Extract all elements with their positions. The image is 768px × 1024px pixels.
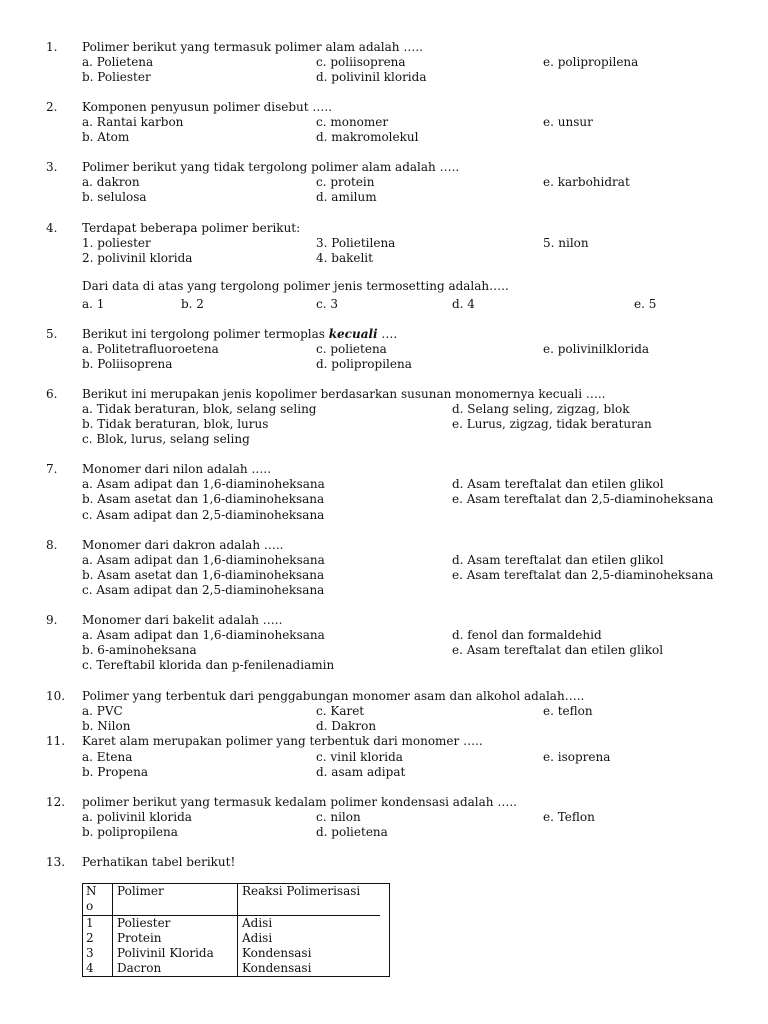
option-a: a. Etena <box>82 750 133 764</box>
question-number: 10. <box>46 689 66 703</box>
question-stem: Monomer dari dakron adalah ….. <box>82 538 284 552</box>
option-d: d. Asam tereftalat dan etilen glikol <box>452 553 664 567</box>
question-stem: Polimer berikut yang tidak tergolong polimer alam adalah ….. <box>82 160 460 174</box>
question-stem: Perhatikan tabel berikut! <box>82 855 236 869</box>
question-subprompt: Dari data di atas yang tergolong polimer jenis termosetting adalah….. <box>82 279 509 293</box>
question-stem: Terdapat beberapa polimer berikut: <box>82 221 301 235</box>
option-e: e. Asam tereftalat dan 2,5-diaminoheksana <box>452 492 714 506</box>
option-c: c. poliisoprena <box>316 55 406 69</box>
option-e: e. Asam tereftalat dan 2,5-diaminoheksana <box>452 568 714 582</box>
list-item: 5. nilon <box>543 236 589 250</box>
cell-reaksi: Kondensasi <box>242 961 312 975</box>
table-row <box>82 961 380 976</box>
question-number: 1. <box>46 40 58 54</box>
option-e: e. polivinilklorida <box>543 342 650 356</box>
stem-text: Berikut ini tergolong polimer termoplas <box>82 327 329 341</box>
cell-polimer: Poliester <box>113 916 238 932</box>
header-reaksi: Reaksi Polimerisasi <box>238 883 381 916</box>
question-number: 12. <box>46 795 66 809</box>
option-b: b. Poliester <box>82 70 151 84</box>
cell-no: 3 <box>82 946 113 961</box>
option-d: d. Asam tereftalat dan etilen glikol <box>452 477 664 491</box>
option-d: d. asam adipat <box>316 765 406 779</box>
cell-polimer: Dacron <box>113 961 238 976</box>
option-c: c. 3 <box>316 297 338 311</box>
option-c: c. polietena <box>316 342 387 356</box>
option-b: b. polipropilena <box>82 825 178 839</box>
question-stem: Berikut ini merupakan jenis kopolimer berdasarkan susunan monomernya kecuali ….. <box>82 387 606 401</box>
question-stem: Monomer dari bakelit adalah ….. <box>82 613 283 627</box>
question-stem: polimer berikut yang termasuk kedalam polimer kondensasi adalah ….. <box>82 795 517 809</box>
option-e: e. teflon <box>543 704 593 718</box>
option-a: a. Tidak beraturan, blok, selang seling <box>82 402 317 416</box>
cell-reaksi: Adisi <box>242 931 273 945</box>
option-d: d. polipropilena <box>316 357 412 371</box>
cell-no: 2 <box>82 931 113 946</box>
option-a: a. Asam adipat dan 1,6-diaminoheksana <box>82 477 325 491</box>
option-b: b. Nilon <box>82 719 131 733</box>
option-a: a. polivinil klorida <box>82 810 192 824</box>
option-b: b. Propena <box>82 765 149 779</box>
option-e: e. Lurus, zigzag, tidak beraturan <box>452 417 652 431</box>
option-e: e. polipropilena <box>543 55 639 69</box>
table-row <box>82 916 380 932</box>
option-d: d. amilum <box>316 190 377 204</box>
option-a: a. Asam adipat dan 1,6-diaminoheksana <box>82 553 325 567</box>
option-a: a. Asam adipat dan 1,6-diaminoheksana <box>82 628 325 642</box>
option-d: d. Dakron <box>316 719 377 733</box>
option-e: e. karbohidrat <box>543 175 630 189</box>
question-number: 9. <box>46 613 58 627</box>
option-e: e. 5 <box>634 297 657 311</box>
question-number: 11. <box>46 734 66 748</box>
question-number: 2. <box>46 100 58 114</box>
cell-reaksi: Kondensasi <box>242 946 312 960</box>
question-number: 13. <box>46 855 66 869</box>
list-item: 3. Polietilena <box>316 236 396 250</box>
table-row <box>82 946 380 961</box>
option-b: b. 2 <box>181 297 204 311</box>
option-d: d. Selang seling, zigzag, blok <box>452 402 630 416</box>
cell-reaksi: Adisi <box>242 916 273 930</box>
question-stem: Komponen penyusun polimer disebut ….. <box>82 100 333 114</box>
option-a: a. PVC <box>82 704 123 718</box>
option-c: c. monomer <box>316 115 389 129</box>
option-e: e. Asam tereftalat dan etilen glikol <box>452 643 664 657</box>
question-stem: Monomer dari nilon adalah ….. <box>82 462 272 476</box>
option-e: e. Teflon <box>543 810 595 824</box>
stem-emphasis: kecuali <box>328 327 378 341</box>
option-b: b. Asam asetat dan 1,6-diaminoheksana <box>82 492 325 506</box>
option-b: b. Atom <box>82 130 130 144</box>
question-number: 8. <box>46 538 58 552</box>
cell-polimer: Polivinil Klorida <box>113 946 238 961</box>
option-a: a. Rantai karbon <box>82 115 184 129</box>
list-item: 2. polivinil klorida <box>82 251 193 265</box>
question-stem: Karet alam merupakan polimer yang terbentuk dari monomer ….. <box>82 734 483 748</box>
option-b: b. selulosa <box>82 190 147 204</box>
question-number: 6. <box>46 387 58 401</box>
option-e: e. unsur <box>543 115 593 129</box>
question-number: 4. <box>46 221 58 235</box>
option-b: b. Asam asetat dan 1,6-diaminoheksana <box>82 568 325 582</box>
option-c: c. Karet <box>316 704 365 718</box>
option-a: a. dakron <box>82 175 140 189</box>
option-e: e. isoprena <box>543 750 611 764</box>
stem-text: …. <box>377 327 398 341</box>
header-polimer: Polimer <box>113 883 238 916</box>
option-c: c. nilon <box>316 810 361 824</box>
question-stem <box>82 327 397 342</box>
header-no: N o <box>82 883 113 916</box>
cell-polimer: Protein <box>113 931 238 946</box>
option-b: b. 6-aminoheksana <box>82 643 197 657</box>
question-number: 7. <box>46 462 58 476</box>
list-item: 4. bakelit <box>316 251 373 265</box>
question-stem: Polimer yang terbentuk dari penggabungan monomer asam dan alkohol adalah….. <box>82 689 585 703</box>
option-c: c. Tereftabil klorida dan p-fenilenadiamin <box>82 658 335 672</box>
option-a: a. 1 <box>82 297 105 311</box>
option-d: d. makromolekul <box>316 130 419 144</box>
table-row <box>82 931 380 946</box>
list-item: 1. poliester <box>82 236 151 250</box>
option-c: c. Asam adipat dan 2,5-diaminoheksana <box>82 583 325 597</box>
option-b: b. Tidak beraturan, blok, lurus <box>82 417 269 431</box>
option-d: d. fenol dan formaldehid <box>452 628 602 642</box>
option-a: a. Politetrafluoroetena <box>82 342 219 356</box>
option-d: d. polietena <box>316 825 388 839</box>
cell-no: 1 <box>82 916 113 932</box>
option-c: c. protein <box>316 175 375 189</box>
option-c: c. Blok, lurus, selang seling <box>82 432 250 446</box>
option-c: c. vinil klorida <box>316 750 403 764</box>
option-d: d. 4 <box>452 297 475 311</box>
question-number: 3. <box>46 160 58 174</box>
polymer-table <box>82 883 380 976</box>
cell-no: 4 <box>82 961 113 976</box>
option-b: b. Poliisoprena <box>82 357 173 371</box>
option-a: a. Polietena <box>82 55 154 69</box>
table-header-row <box>82 883 380 916</box>
question-number: 5. <box>46 327 58 341</box>
option-c: c. Asam adipat dan 2,5-diaminoheksana <box>82 508 325 522</box>
option-d: d. polivinil klorida <box>316 70 427 84</box>
question-stem: Polimer berikut yang termasuk polimer alam adalah ….. <box>82 40 423 54</box>
